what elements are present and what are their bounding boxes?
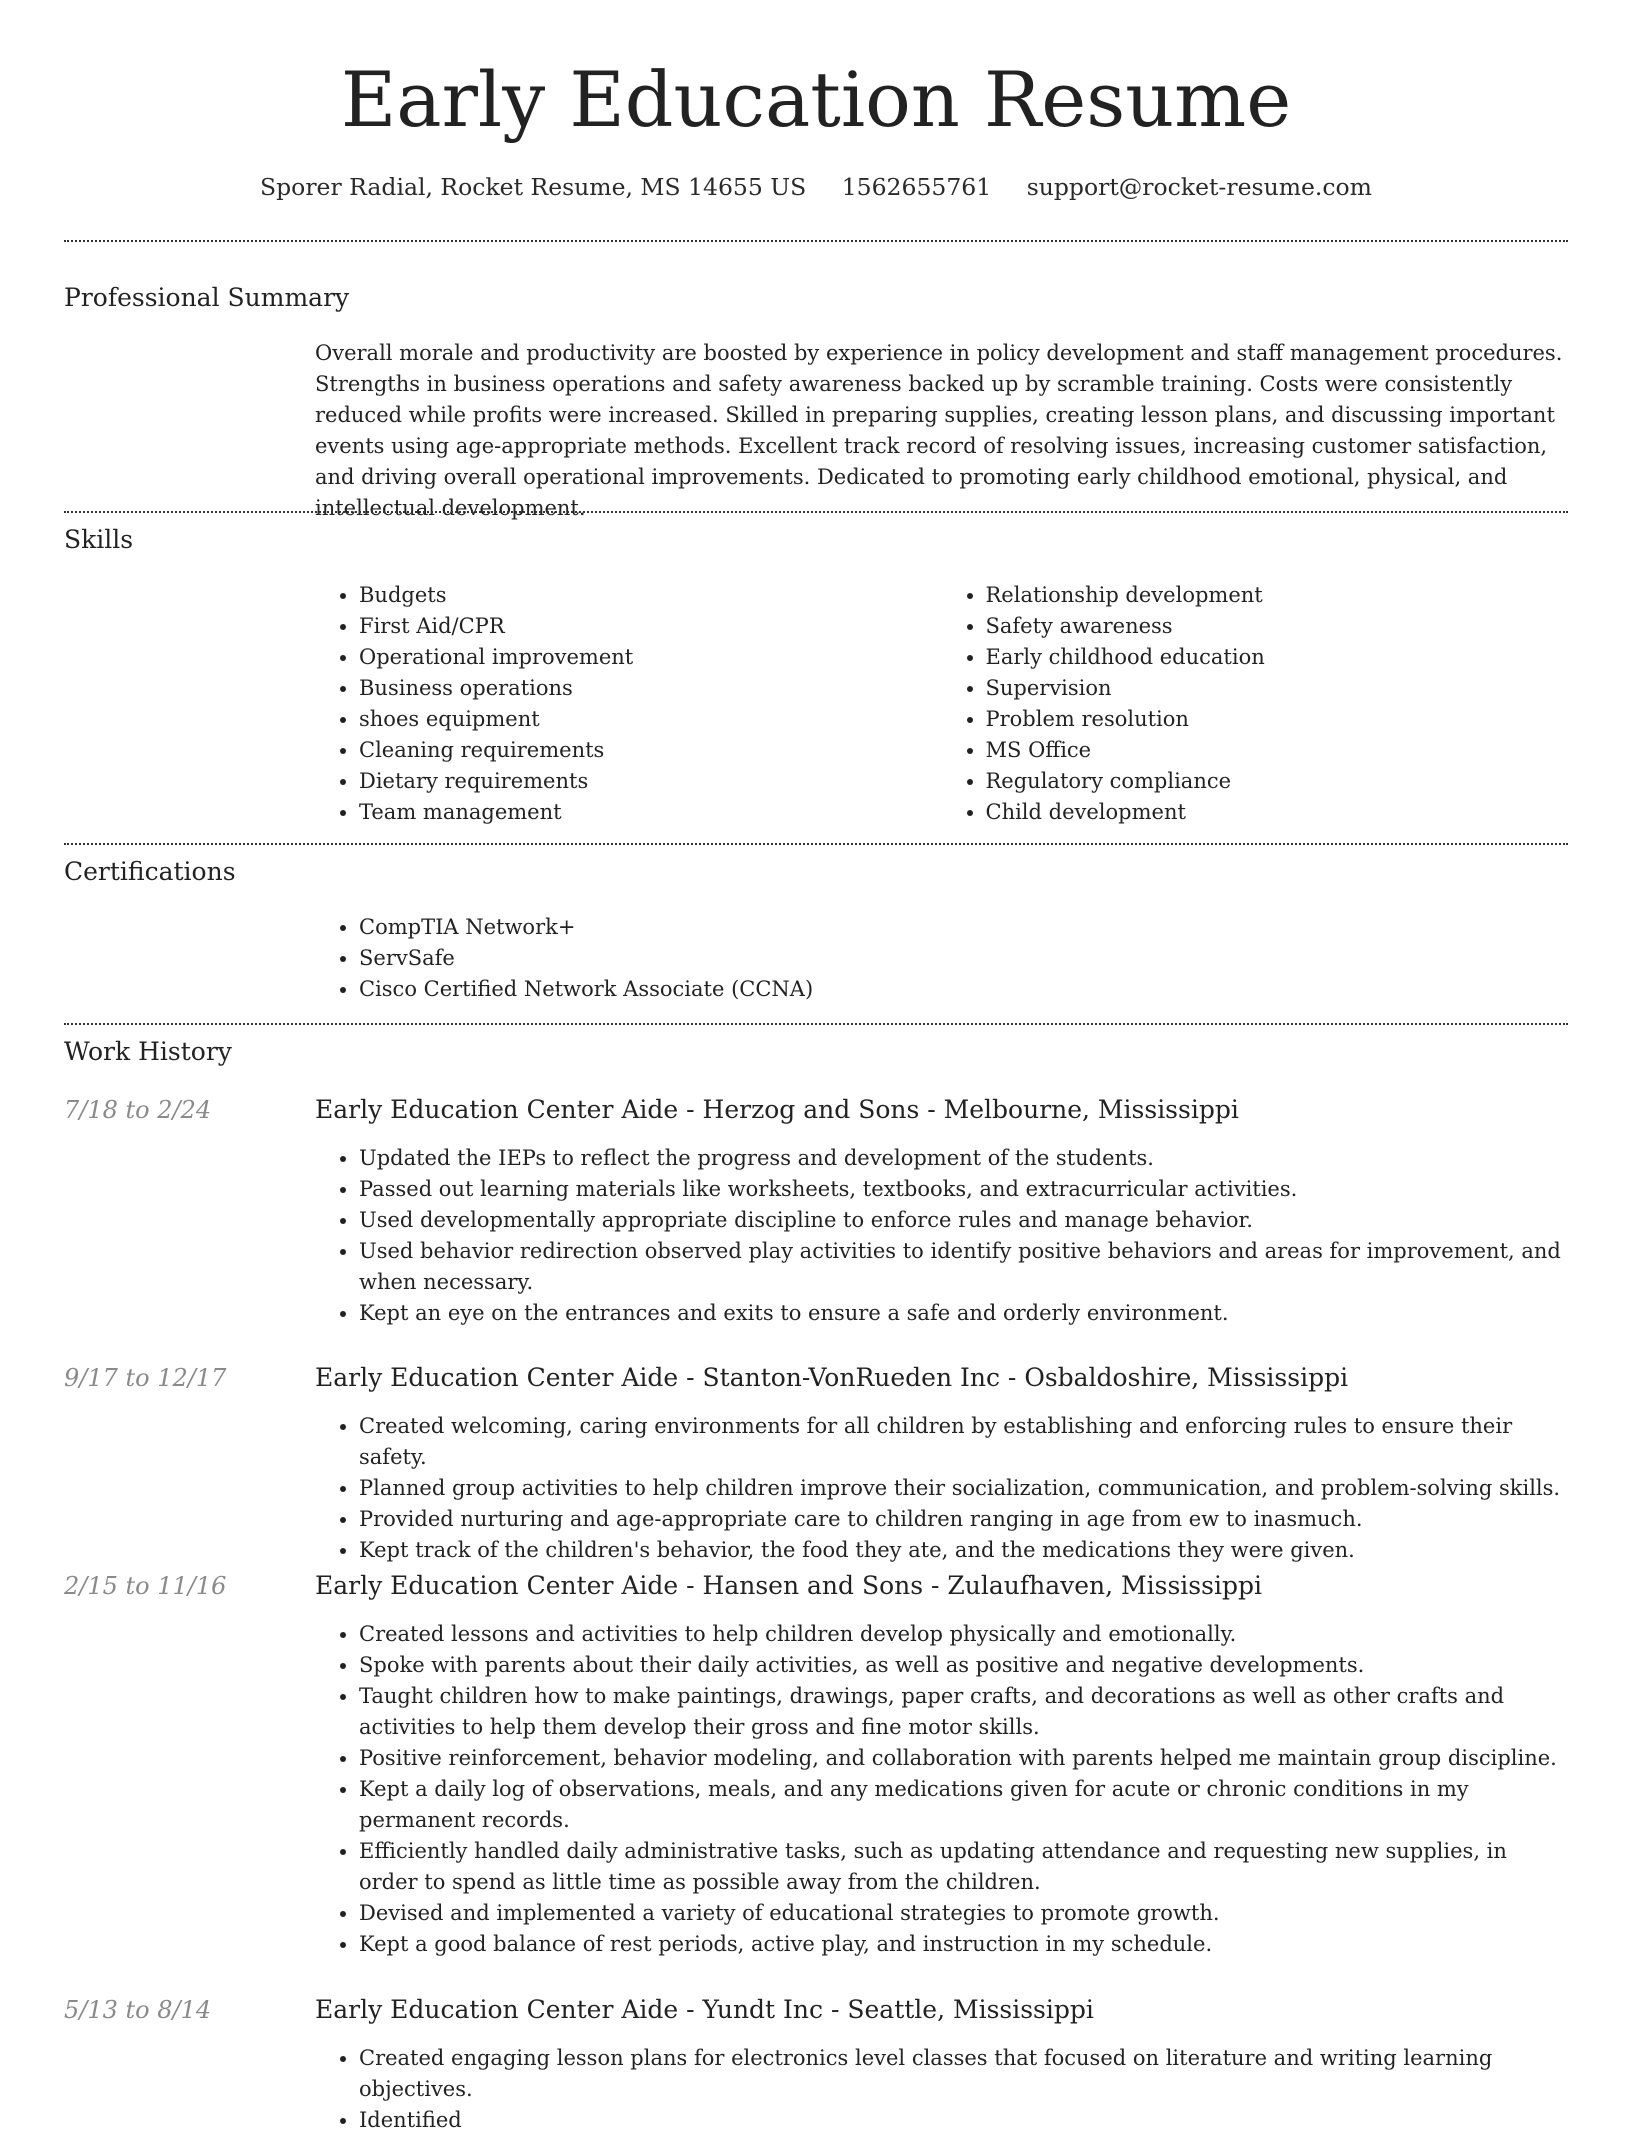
skills-list-left [315, 580, 942, 828]
certifications-list [315, 912, 1568, 1005]
divider [64, 1023, 1568, 1025]
contact-address: Sporer Radial, Rocket Resume, MS 14655 US [260, 173, 807, 201]
work-history-section [64, 1036, 1568, 1068]
work-history-heading: Work History [64, 1037, 232, 1066]
summary-text: Overall morale and productivity are boosted by experience in policy development and staff management procedures. Strengths in business operations and safety awareness backed up by scramble training. Costs were consistently reduced while profits were increased. Skilled in preparing supplies, creating lesson plans, and discussing important events using age-appropriate methods. Excellent track record of resolving issues, increasing customer satisfaction, and driving overall operational improvements. Dedicated to promoting early childhood emotional, physical, and intellectual development. [315, 341, 1563, 520]
job-dates: 9/17 to 12/17 [64, 1364, 227, 1392]
job-bullet: • Efficiently handled daily administrative tasks, such as updating attendance and requesting new supplies, in order to spend as little time as possible away from the children. [359, 1836, 1568, 1898]
job-bullet: • Used developmentally appropriate discipline to enforce rules and manage behavior. [359, 1205, 1568, 1236]
job-bullet: • Used behavior redirection observed play activities to identify positive behaviors and areas for improvement, and when necessary. [359, 1236, 1568, 1298]
summary-heading: Professional Summary [64, 283, 350, 312]
summary-section [64, 282, 1568, 520]
job-bullets [315, 2043, 1568, 2136]
job-title: Early Education Center Aide - Yundt Inc - Seattle, Mississippi [315, 1995, 1094, 2024]
skills-section [64, 524, 1568, 824]
contact-line [64, 170, 1568, 204]
skill-item: • Budgets [359, 580, 942, 611]
skills-columns [315, 580, 1568, 828]
job-bullets [315, 1143, 1568, 1329]
skill-item: • Child development [986, 797, 1569, 828]
skill-item: • Business operations [359, 673, 942, 704]
contact-email: support@rocket-resume.com [1026, 173, 1372, 201]
job-bullet: • Planned group activities to help children improve their socialization, communication, and problem-solving skills. [359, 1473, 1568, 1504]
divider [64, 843, 1568, 845]
job-bullet: • Taught children how to make paintings, drawings, paper crafts, and decorations as well as other crafts and activities to help them develop their gross and fine motor skills. [359, 1681, 1568, 1743]
job-bullet: • Kept track of the children's behavior, the food they ate, and the medications they were given. [359, 1535, 1568, 1566]
skill-item: • Operational improvement [359, 642, 942, 673]
job-dates: 5/13 to 8/14 [64, 1996, 212, 2024]
skills-list-right [942, 580, 1569, 828]
certifications-heading: Certifications [64, 857, 236, 886]
job-bullets [315, 1411, 1568, 1566]
skill-item: • Relationship development [986, 580, 1569, 611]
job-bullet: • Positive reinforcement, behavior modeling, and collaboration with parents helped me maintain group discipline. [359, 1743, 1568, 1774]
job-bullet: • Created lessons and activities to help children develop physically and emotionally. [359, 1619, 1568, 1650]
skills-heading: Skills [64, 525, 134, 554]
skill-item: • Dietary requirements [359, 766, 942, 797]
job-bullet: • Kept an eye on the entrances and exits to ensure a safe and orderly environment. [359, 1298, 1568, 1329]
job-bullet: • Kept a good balance of rest periods, active play, and instruction in my schedule. [359, 1929, 1568, 1960]
job-title: Early Education Center Aide - Stanton-VonRueden Inc - Osbaldoshire, Mississippi [315, 1363, 1349, 1392]
job-bullet: • Devised and implemented a variety of educational strategies to promote growth. [359, 1898, 1568, 1929]
certification-item: • CompTIA Network+ [359, 912, 1568, 943]
certifications-section [64, 856, 1568, 1001]
certification-item: • ServSafe [359, 943, 1568, 974]
skill-item: • Problem resolution [986, 704, 1569, 735]
job-title: Early Education Center Aide - Herzog and Sons - Melbourne, Mississippi [315, 1095, 1239, 1124]
skill-item: • shoes equipment [359, 704, 942, 735]
skill-item: • Team management [359, 797, 942, 828]
job-bullets [315, 1619, 1568, 1960]
job-bullet: • Spoke with parents about their daily activities, as well as positive and negative developments. [359, 1650, 1568, 1681]
skill-item: • First Aid/CPR [359, 611, 942, 642]
skill-item: • Supervision [986, 673, 1569, 704]
job-bullet: • Identified [359, 2105, 1568, 2136]
divider [64, 240, 1568, 242]
job-bullet: • Updated the IEPs to reflect the progress and development of the students. [359, 1143, 1568, 1174]
job-bullet: • Passed out learning materials like worksheets, textbooks, and extracurricular activities. [359, 1174, 1568, 1205]
skill-item: • Cleaning requirements [359, 735, 942, 766]
resume-page [64, 0, 1568, 2132]
contact-phone: 1562655761 [841, 173, 992, 201]
skill-item: • Regulatory compliance [986, 766, 1569, 797]
resume-title: Early Education Resume [340, 55, 1292, 144]
divider [64, 511, 1568, 513]
job-bullet: • Created engaging lesson plans for electronics level classes that focused on literature and writing learning objectives. [359, 2043, 1568, 2105]
job-title: Early Education Center Aide - Hansen and Sons - Zulaufhaven, Mississippi [315, 1571, 1262, 1600]
skill-item: • MS Office [986, 735, 1569, 766]
skill-item: • Safety awareness [986, 611, 1569, 642]
job-dates: 7/18 to 2/24 [64, 1096, 212, 1124]
certifications-body [315, 912, 1568, 1005]
job-bullet: • Kept a daily log of observations, meals, and any medications given for acute or chronic conditions in my permanent records. [359, 1774, 1568, 1836]
job-bullet: • Created welcoming, caring environments for all children by establishing and enforcing rules to ensure their safety. [359, 1411, 1568, 1473]
job-dates: 2/15 to 11/16 [64, 1572, 227, 1600]
certification-item: • Cisco Certified Network Associate (CCNA) [359, 974, 1568, 1005]
job-bullet: • Provided nurturing and age-appropriate care to children ranging in age from ew to inasmuch. [359, 1504, 1568, 1535]
skill-item: • Early childhood education [986, 642, 1569, 673]
